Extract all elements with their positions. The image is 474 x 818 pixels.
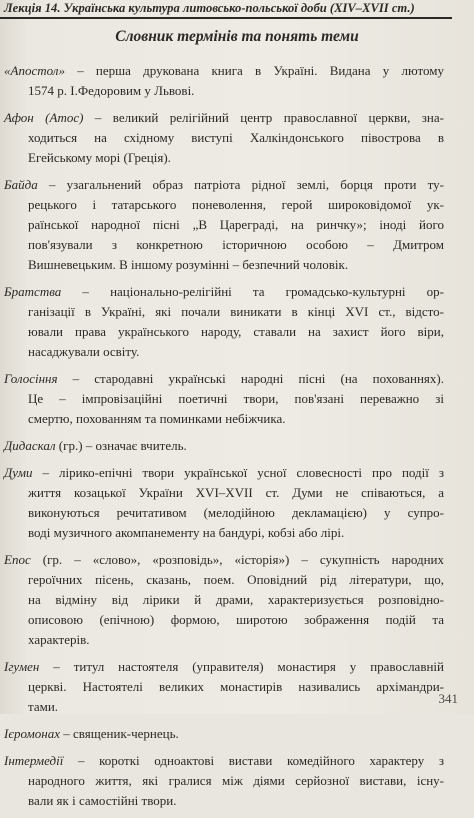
glossary-term: Афон (Атос) — [4, 110, 84, 125]
glossary-entry — [4, 108, 444, 168]
entry-line — [4, 463, 444, 483]
glossary-entry — [4, 61, 444, 101]
definition-text: ганізації в Україні, які почали виникати в кінці XVI ст., відсто- — [28, 304, 444, 319]
definition-text: – узагальнений образ патріота рідної землі, борця проти ту- — [37, 177, 444, 192]
definition-text: тами. — [28, 699, 59, 714]
entry-line — [4, 195, 444, 215]
definition-text: церкві. Настоятелі великих монастирів називались архімандри- — [28, 679, 444, 694]
entry-line — [4, 590, 444, 610]
entry-line — [4, 389, 444, 409]
entry-line — [4, 148, 444, 168]
glossary-term: Ієромонах — [4, 726, 61, 741]
glossary-term: Дидаскал — [4, 438, 56, 453]
definition-text: (гр. – «слово», «розповідь», «історія») – сукупність народних — [30, 552, 444, 567]
entry-line — [4, 677, 444, 697]
entry-line — [4, 369, 444, 389]
definition-text: ювали права українського народу, ставали на захист його віри, — [28, 324, 444, 339]
definition-text: ходиться на східному виступі Халкіндонського півострова в — [28, 130, 444, 145]
definition-text: героїчних пісень, сказань, поем. Оповідний рід літератури, що, — [28, 572, 444, 587]
glossary-list — [4, 61, 444, 818]
entry-line — [4, 175, 444, 195]
entry-line — [4, 61, 444, 81]
definition-text: – священик-чернець. — [60, 726, 179, 741]
entry-line — [4, 235, 444, 255]
definition-text: життя козацької України XVI–XVII ст. Думи не співаються, а — [28, 485, 444, 500]
definition-text: – лірико-епічні твори української усної словесності про події з — [32, 465, 444, 480]
entry-line — [4, 523, 444, 543]
definition-text: смертю, похованням та поминками небіжчика. — [28, 411, 286, 426]
definition-text: раїнської народної пісні „В Цареграді, на ринчку»; іноді його — [28, 217, 444, 232]
definition-text: виконуються речитативом (мелодійною декламацією) у супро- — [28, 505, 444, 520]
entry-line — [4, 657, 444, 677]
glossary-term: «Апостол» — [4, 63, 65, 78]
glossary-term: Голосіння — [4, 371, 58, 386]
entry-line — [4, 255, 444, 275]
glossary-term: Ігумен — [4, 659, 40, 674]
entry-line — [4, 751, 444, 771]
header-rule — [0, 17, 452, 19]
definition-text: – стародавні українські народні пісні (на похованнях). — [57, 371, 444, 386]
entry-line — [4, 409, 444, 429]
definition-text: – короткі одноактові вистави комедійного характеру з — [63, 753, 444, 768]
glossary-entry — [4, 550, 444, 650]
glossary-entry — [4, 751, 444, 811]
entry-line — [4, 483, 444, 503]
definition-text: описовою (епічною) формою, широтою зображення подій та — [28, 612, 444, 627]
definition-text: рецького і татарського поневолення, герой широковідомої ук- — [28, 197, 444, 212]
page-title: Словник термінів та понять теми — [115, 28, 359, 45]
entry-line — [4, 630, 444, 650]
definition-text: Це – імпровізаційні поетичні твори, пов'язані переважно зі — [28, 391, 444, 406]
glossary-term: Інтермедії — [4, 753, 64, 768]
glossary-entry — [4, 369, 444, 429]
entry-line — [4, 791, 444, 811]
definition-text: – великий релігійний центр православної церкви, зна- — [83, 110, 444, 125]
glossary-entry — [4, 657, 444, 717]
entry-line — [4, 724, 444, 744]
glossary-entry — [4, 436, 444, 456]
header-title: Лекція 14. Українська культура литовсько-польської доби (XIV–XVII ст.) — [4, 1, 415, 15]
entry-line — [4, 81, 444, 101]
glossary-term: Епос — [4, 552, 31, 567]
entry-line — [4, 302, 444, 322]
entry-line — [4, 322, 444, 342]
definition-text: – перша друкована книга в Україні. Видана у лютому — [64, 63, 444, 78]
entry-line — [4, 503, 444, 523]
definition-text: Вишневецьким. В іншому розумінні – безпечний чоловік. — [28, 257, 349, 272]
definition-text: (гр.) – означає вчитель. — [55, 438, 187, 453]
glossary-term: Братства — [4, 284, 62, 299]
definition-text: Егейському морі (Греція). — [28, 150, 171, 165]
definition-text: пов'язували з конкретною історичною особою – Дмитром — [28, 237, 444, 252]
entry-line — [4, 436, 444, 456]
entry-line — [4, 342, 444, 362]
definition-text: характерів. — [28, 632, 90, 647]
entry-line — [4, 570, 444, 590]
entry-line — [4, 771, 444, 791]
entry-line — [4, 108, 444, 128]
entry-line — [4, 282, 444, 302]
glossary-entry — [4, 724, 444, 744]
entry-line — [4, 215, 444, 235]
definition-text: на відміну від лірики й драми, характеризується розповідно- — [28, 592, 444, 607]
definition-text: воді музичного акомпанементу на бандурі, кобзі або лірі. — [28, 525, 345, 540]
definition-text: вали як і самостійні твори. — [28, 793, 177, 808]
definition-text: – титул настоятеля (управителя) монастиря у православній — [39, 659, 444, 674]
definition-text: народного життя, які гралися між діями серйозної вистави, існу- — [28, 773, 444, 788]
definition-text: насаджували освіту. — [28, 344, 140, 359]
glossary-entry — [4, 282, 444, 362]
glossary-entry — [4, 175, 444, 275]
glossary-entry — [4, 463, 444, 543]
running-header — [0, 0, 474, 17]
definition-text: – національно-релігійні та громадсько-культурні ор- — [61, 284, 444, 299]
entry-line — [4, 550, 444, 570]
entry-line — [4, 610, 444, 630]
glossary-term: Думи — [4, 465, 33, 480]
definition-text: 1574 р. І.Федоровим у Львові. — [28, 83, 195, 98]
entry-line — [4, 697, 444, 717]
page-number: 341 — [438, 691, 458, 706]
entry-line — [4, 128, 444, 148]
glossary-term: Байда — [4, 177, 38, 192]
